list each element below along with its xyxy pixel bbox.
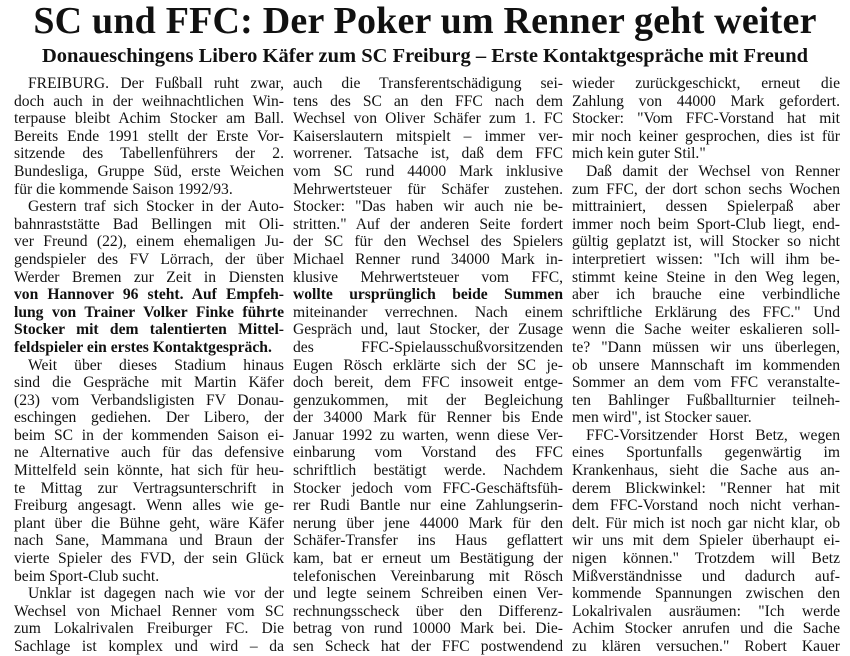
article-text-line: doch bereit, dem FFC insoweit entge- <box>293 374 563 392</box>
article-text-line: ten Bahlinger Fußballturnier teilneh- <box>572 391 840 409</box>
article-text-line: Bereits Ende 1991 stellt der Erste Vor- <box>14 127 284 145</box>
article-text-line: Zahlung von 44000 Mark gefordert. <box>572 92 840 110</box>
article-text-line: schriftlich bestätigt werde. Nachdem <box>293 462 563 480</box>
article-text-line: gültig geplatzt ist, will Stocker so nicht <box>572 233 840 251</box>
article-text-line: plant über die Bühne geht, wäre Käfer <box>14 514 284 532</box>
article-text-line: telefonischen Vereinbarung mit Rösch <box>293 567 563 585</box>
article-text-line: kommende Spannungen zwischen den <box>572 585 840 603</box>
article-text-line: te? "Dann müssen wir uns überlegen, <box>572 338 840 356</box>
article-text-line: beim SC in der kommenden Saison ei- <box>14 426 284 444</box>
article-text-line: Stocker: "Das haben wir auch nie be- <box>293 198 563 216</box>
article-text-line: Eugen Rösch erklärte sich der SC je- <box>293 356 563 374</box>
article-text-line: betrag von rund 10000 Mark bei. Die- <box>293 620 563 638</box>
article-text-line: Michael Renner rund 34000 Mark in- <box>293 250 563 268</box>
article-column-1 <box>14 75 284 656</box>
article-text-line: sitzende des Tabellenführers der 2. <box>14 145 284 163</box>
article-text-line: Schäfer-Transfer ins Haus geflattert <box>293 532 563 550</box>
article-text-line: worrener. Tatsache ist, daß dem FFC <box>293 145 563 163</box>
article-text-line: wieder zurückgeschickt, erneut die <box>572 75 840 92</box>
article-text-line: zu klären versuchen." Robert Kauer <box>572 638 840 655</box>
article-text-line: Bundesliga, Gruppe Süd, erste Weichen <box>14 162 284 180</box>
article-column-2 <box>293 75 563 656</box>
article-text-line: einbarung vom Vorstand des FFC <box>293 444 563 462</box>
article-text-line: Freiburg angesagt. Wenn alles wie ge- <box>14 497 284 515</box>
article-text-line: Sachlage ist komplex und wird – da <box>14 638 284 655</box>
article-text-line: zum FFC, der dort schon sechs Wochen <box>572 180 840 198</box>
article-text-line: Kaiserslautern mitspielt – immer ver- <box>293 127 563 145</box>
article-text-line: Sommer an dem vom FFC veranstalte- <box>572 374 840 392</box>
article-text-line: Lokalrivalen ausräumen: "Ich werde <box>572 602 840 620</box>
article-text-line: wir uns mit dem Spieler überhaupt ei- <box>572 532 840 550</box>
article-text-line: Unklar ist dagegen nach wie vor der <box>28 585 284 603</box>
article-text-line: mir noch keiner gesprochen, dies ist für <box>572 127 840 145</box>
article-text-line: terpause bleibt Achim Stocker am Ball. <box>14 110 284 128</box>
article-text-line: (23) vom Verbandsligisten FV Donau- <box>14 391 284 409</box>
article-text-line: rechnungsscheck über den Differenz- <box>293 602 563 620</box>
article-text-line: FREIBURG. Der Fußball ruht zwar, <box>28 75 284 92</box>
article-text-line: ver Freund (22), einem ehemaligen Ju- <box>14 233 284 251</box>
article-text-line: derem Blickwinkel: "Renner hat mit <box>572 479 840 497</box>
article-text-line: genzukommen, mit der Begleichung <box>293 391 563 409</box>
article-text-line: nach Sane, Mammana und Braun der <box>14 532 284 550</box>
article-text-line: FFC-Vorsitzender Horst Betz, wegen <box>586 426 840 444</box>
article-text-line: mich kein guter Stil." <box>572 145 706 163</box>
article-text-line: interpretiert wissen: "Ich will ihm be- <box>572 250 840 268</box>
article-text-line: Wechsel von Oliver Schäfer zum 1. FC <box>293 110 563 128</box>
article-text-line: ne Alternative auch für das defensive <box>14 444 284 462</box>
article-text-line: gendspieler des FV Lörrach, der über <box>14 250 284 268</box>
article-text-line: doch auch in der weihnachtlichen Win- <box>14 92 284 110</box>
article-text-line: Januar 1992 zu warten, wenn diese Ver- <box>293 426 563 444</box>
article-text-line: Mehrwertsteuer für Schäfer zustehen. <box>293 180 563 198</box>
article-text-line: Gespräch und, laut Stocker, der Zusage <box>293 321 563 339</box>
article-text-line: men wird", ist Stocker sauer. <box>572 409 752 427</box>
article-text-line: eines Sportunfalls gegenwärtig im <box>572 444 840 462</box>
article-text-line: Stocker mit dem talentierten Mittel- <box>14 321 284 339</box>
article-text-line: nigen können." Trotzdem will Betz <box>572 550 840 568</box>
article-text-line: des FFC-Spielausschußvorsitzenden <box>293 338 563 356</box>
article-text-line: feldspieler ein erstes Kontaktgespräch. <box>14 338 272 356</box>
article-text-line: Werder Bremen zur Zeit in Diensten <box>14 268 284 286</box>
article-text-line: vierte Spieler des FVD, der sein Glück <box>14 550 284 568</box>
article-text-line: Mißverständnisse und dadurch auf- <box>572 567 840 585</box>
article-text-line: sind die Gespräche mit Martin Käfer <box>14 374 284 392</box>
article-text-line: delt. Für mich ist noch gar nicht klar, ob <box>572 514 840 532</box>
article-text-line: klusive Mehrwertsteuer vom FFC, <box>293 268 563 286</box>
article-text-line: stritten." Auf der anderen Seite fordert <box>293 215 563 233</box>
article-text-line: lung von Trainer Volker Finke führte <box>14 303 284 321</box>
article-text-line: der SC für den Wechsel des Spielers <box>293 233 563 251</box>
article-text-line: beim Sport-Club sucht. <box>14 567 160 585</box>
article-text-line: nerung über jene 44000 Mark für den <box>293 514 563 532</box>
article-text-line: Stocker: "Vom FFC-Vorstand hat mit <box>572 110 840 128</box>
article-text-line: Stocker jedoch vom FFC-Geschäftsfüh- <box>293 479 563 497</box>
headline: SC und FFC: Der Poker um Renner geht weiter <box>33 0 817 42</box>
article-column-3 <box>572 75 840 656</box>
article-text-line: dem FFC-Vorstand noch nicht verhan- <box>572 497 840 515</box>
article-text-line: miteinander verrechnen. Nach einem <box>293 303 563 321</box>
article-text-line: eschingen gediehen. Der Libero, der <box>14 409 284 427</box>
article-text-line: zum Lokalrivalen Freiburger FC. Die <box>14 620 284 638</box>
article-text-line: te Mittag zur Vertragsunterschrift in <box>14 479 284 497</box>
article-text-line: Achim Stocker anrufen und die Sache <box>572 620 840 638</box>
article-text-line: mittrainiert, dessen Spielerpaß aber <box>572 198 840 216</box>
article-text-line: sen Scheck hat der FFC postwendend <box>293 638 563 655</box>
article-text-line: Mittelfeld sein könnte, hat sich für heu- <box>14 462 284 480</box>
article-text-line: immer noch beim Sport-Club liegt, end- <box>572 215 840 233</box>
subheadline: Donaueschingens Libero Käfer zum SC Freiburg – Erste Kontaktgespräche mit Freund <box>41 45 809 67</box>
article-text-line: und legte seinem Schreiben einen Ver- <box>293 585 563 603</box>
article-text-line: wenn die Sache weiter eskalieren soll- <box>572 321 840 339</box>
article-text-line: rer Rudi Bantle nur eine Zahlungserin- <box>293 497 563 515</box>
article-text-line: Wechsel von Michael Renner vom SC <box>14 602 284 620</box>
article-text-line: tens des SC an den FFC nach dem <box>293 92 563 110</box>
article-text-line: Krankenhaus, sieht die Sache aus an- <box>572 462 840 480</box>
article-text-line: auch die Transferentschädigung sei- <box>293 75 563 92</box>
article-text-line: der 34000 Mark für Renner bis Ende <box>293 409 563 427</box>
article-text-line: Weit über dieses Stadium hinaus <box>28 356 284 374</box>
article-text-line: stimmt keine Steine in den Weg legen, <box>572 268 840 286</box>
article-text-line: für die kommende Saison 1992/93. <box>14 180 233 198</box>
article-text-line: vom SC rund 44000 Mark inklusive <box>293 162 563 180</box>
article-text-line: von Hannover 96 steht. Auf Empfeh- <box>14 286 284 304</box>
article-text-line: aber ich brauche eine verbindliche <box>572 286 840 304</box>
article-text-line: Daß damit der Wechsel von Renner <box>586 162 840 180</box>
article-text-line: wollte ursprünglich beide Summen <box>293 286 563 304</box>
article-text-line: Gestern traf sich Stocker in der Auto- <box>28 198 284 216</box>
article-text-line: kam, bat er erneut um Bestätigung der <box>293 550 563 568</box>
article-text-line: schriftliche Erklärung des FFC." Und <box>572 303 840 321</box>
article-text-line: ob unsere Mannschaft im kommenden <box>572 356 840 374</box>
article-text-line: bahnraststätte Bad Bellingen mit Oli- <box>14 215 284 233</box>
